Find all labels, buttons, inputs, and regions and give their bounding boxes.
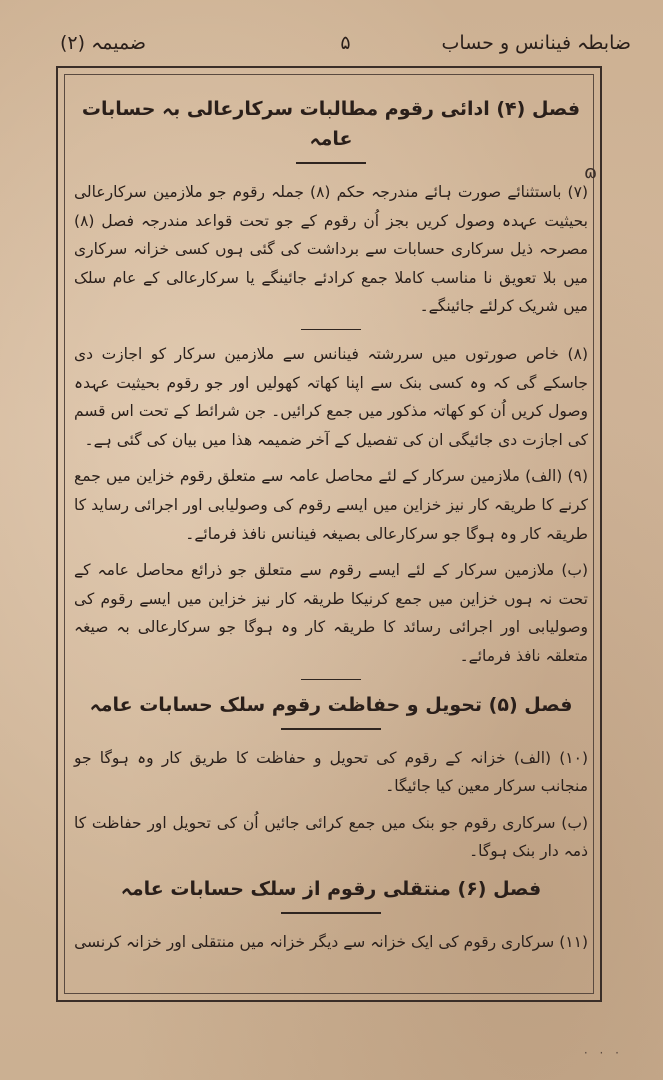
paragraph-7: (۷) باستثنائے صورت ہائے مندرجہ حکم (۸) جملہ رقوم جو ملازمین سرکارعالی بحیثیت عہدہ وصول کریں بجز اُن رقوم کے جو تحت قواعد مندرجہ فصل (۸) مصرحہ ذیل سرکاری حسابات سے برداشت کی گئی ہوں کسی خزانہ سرکاری میں بلا تعویق نا مناسب کاملا جمع کرادئے جائینگے یا سرکارعالی کے عام سلک میں شریک کرلئے جائینگے۔	[74, 183, 588, 316]
section-heading-4: فصل (۴) ادائی رقوم مطالبات سرکارعالی بہ حسابات عامہ	[81, 98, 581, 150]
running-head	[60, 32, 631, 62]
paragraph-9-alif: (۹) (الف) ملازمین سرکار کے لئے محاصل عامہ سے متعلق رقوم خزاین میں جمع کرنے کا طریقہ کار نیز خزاین میں ایسے رقوم کی وصولیابی اور اجرائی رساید کا طریقہ کار وہ ہوگا جو سرکارعالی بصیغہ فینانس نافذ فرمائے۔	[74, 467, 588, 543]
page-body	[74, 94, 588, 964]
heading-underline	[281, 912, 381, 914]
paragraph-10-alif: (۱۰) (الف) خزانہ کے رقوم کی تحویل و حفاظت کا طریق کار وہ ہوگا جو منجانب سرکار معین کیا جائیگا۔	[74, 748, 588, 796]
section-heading-6: فصل (۶) منتقلی رقوم از سلک حسابات عامہ	[120, 877, 542, 900]
supplement-label: ضمیمہ (۲)	[60, 32, 147, 54]
paragraph-10-be: (ب) سرکاری رقوم جو بنک میں جمع کرائی جائیں اُن کی تحویل اور حفاظت کا ذمہ دار بنک ہوگا۔	[74, 813, 588, 861]
paragraph-8: (۸) خاص صورتوں میں سررشتہ فینانس سے ملازمین سرکار کو اجازت دی جاسکے گی کہ وہ کسی بنک سے اپنا کھاتہ کھولیں اور جو رقوم بحیثیت عہدہ وصول کریں اُن کو کھاتہ مذکور میں جمع کرائیں۔ جن شرائط کے تحت اس قسم کی اجازت دی جائیگی ان کی تفصیل کے آخر ضمیمہ ھذا میں بیان کی گئی ہے۔	[74, 344, 588, 449]
page-number: ۵	[340, 32, 351, 54]
paragraph-9-be: (ب) ملازمین سرکار کے لئے ایسے رقوم سے متعلق جو ذرائع محاصل عامہ کے تحت نہ ہوں خزاین میں جمع کرنیکا طریقہ کار نیز خزاین میں ایسے رقوم کی وصولیابی اور اجرائی رسائد کا طریقہ کار وہ ہوگا جو سرکارعالی بہ صیغہ متعلقہ نافذ فرمائے۔	[74, 561, 588, 665]
paragraph-divider	[301, 329, 361, 330]
heading-underline	[296, 162, 366, 164]
section-heading-5: فصل (۵) تحویل و حفاظت رقوم سلک حسابات عامہ	[89, 693, 573, 716]
heading-underline	[281, 728, 381, 730]
paragraph-11: (۱۱) سرکاری رقوم کی ایک خزانہ سے دیگر خزانہ میں منتقلی اور خزانہ کرنسی	[74, 932, 588, 951]
margin-mark-icon: ɷ	[584, 162, 598, 183]
page-corner-marks: · · ·	[583, 1046, 623, 1060]
paragraph-divider	[301, 679, 361, 680]
running-head-title: ضابطہ فینانس و حساب	[441, 32, 631, 54]
